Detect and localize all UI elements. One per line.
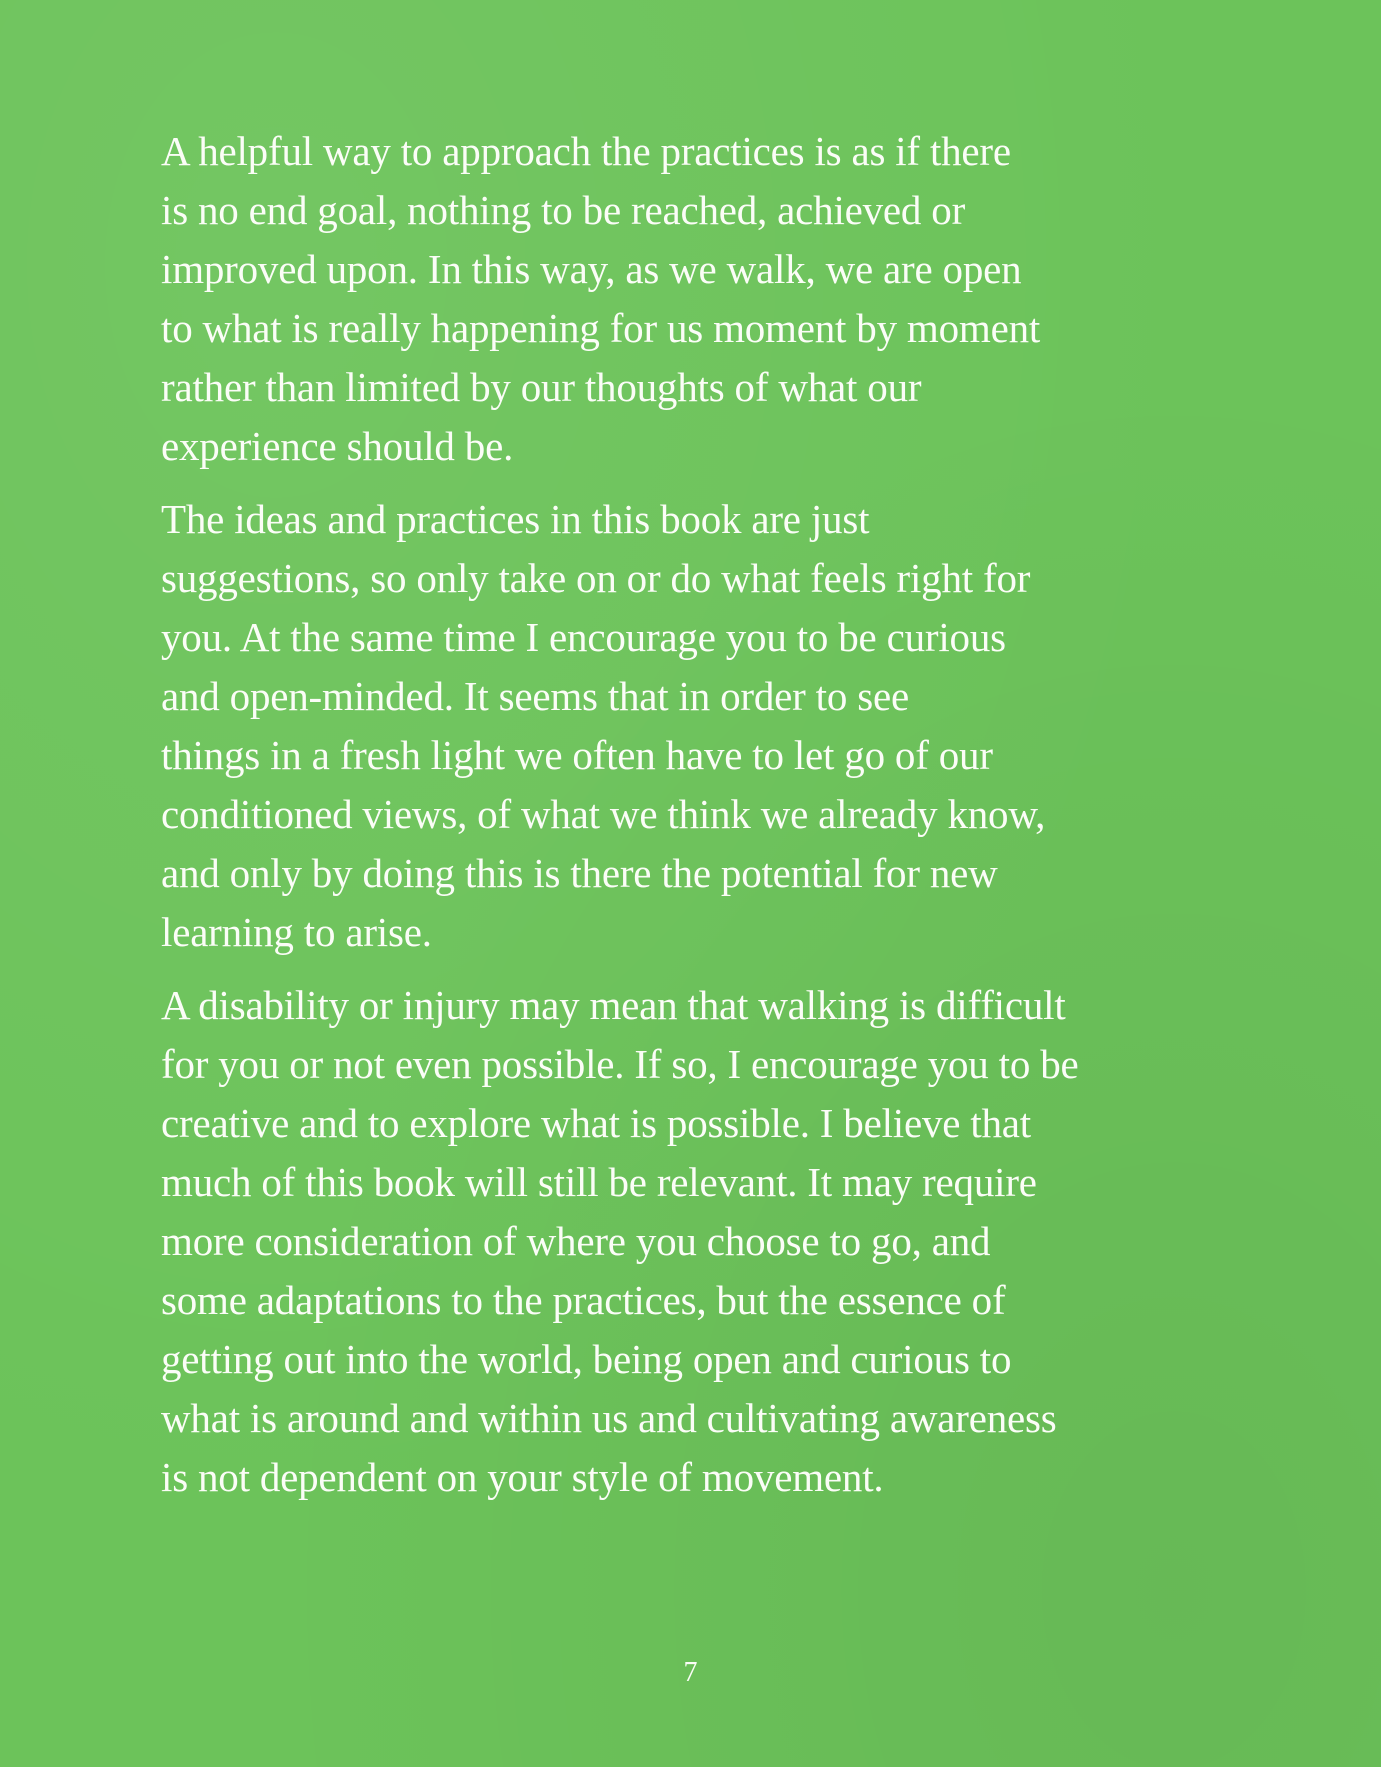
text-line: much of this book will still be relevant. It may require	[161, 1159, 1037, 1205]
text-line: and open-minded. It seems that in order to see	[161, 673, 909, 719]
text-line: things in a fresh light we often have to let go of our	[161, 732, 993, 778]
text-line: you. At the same time I encourage you to be curious	[161, 614, 1006, 660]
paragraph-2	[161, 490, 1251, 962]
text-line: A disability or injury may mean that walking is difficult	[161, 982, 1066, 1028]
text-line: some adaptations to the practices, but the essence of	[161, 1277, 1006, 1323]
text-line: to what is really happening for us moment by moment	[161, 305, 1041, 351]
text-line: more consideration of where you choose to go, and	[161, 1218, 991, 1264]
text-line: for you or not even possible. If so, I encourage you to be	[161, 1041, 1079, 1087]
text-line: and only by doing this is there the potential for new	[161, 850, 998, 896]
text-line: getting out into the world, being open and curious to	[161, 1336, 1012, 1382]
body-text	[161, 122, 1251, 1521]
text-line: A helpful way to approach the practices is as if there	[161, 128, 1011, 174]
text-line: is no end goal, nothing to be reached, achieved or	[161, 187, 966, 233]
text-line: suggestions, so only take on or do what feels right for	[161, 555, 1031, 601]
text-line: conditioned views, of what we think we already know,	[161, 791, 1046, 837]
paragraph-1	[161, 122, 1251, 476]
text-line: improved upon. In this way, as we walk, we are open	[161, 246, 1022, 292]
text-line: rather than limited by our thoughts of what our	[161, 364, 922, 410]
text-line: is not dependent on your style of movement.	[161, 1454, 884, 1500]
paragraph-3	[161, 976, 1251, 1507]
text-line: what is around and within us and cultivating awareness	[161, 1395, 1057, 1441]
page-number: 7	[683, 1657, 698, 1688]
text-line: The ideas and practices in this book are just	[161, 496, 870, 542]
text-line: creative and to explore what is possible. I believe that	[161, 1100, 1031, 1146]
text-line: learning to arise.	[161, 909, 432, 955]
text-line: experience should be.	[161, 423, 514, 469]
